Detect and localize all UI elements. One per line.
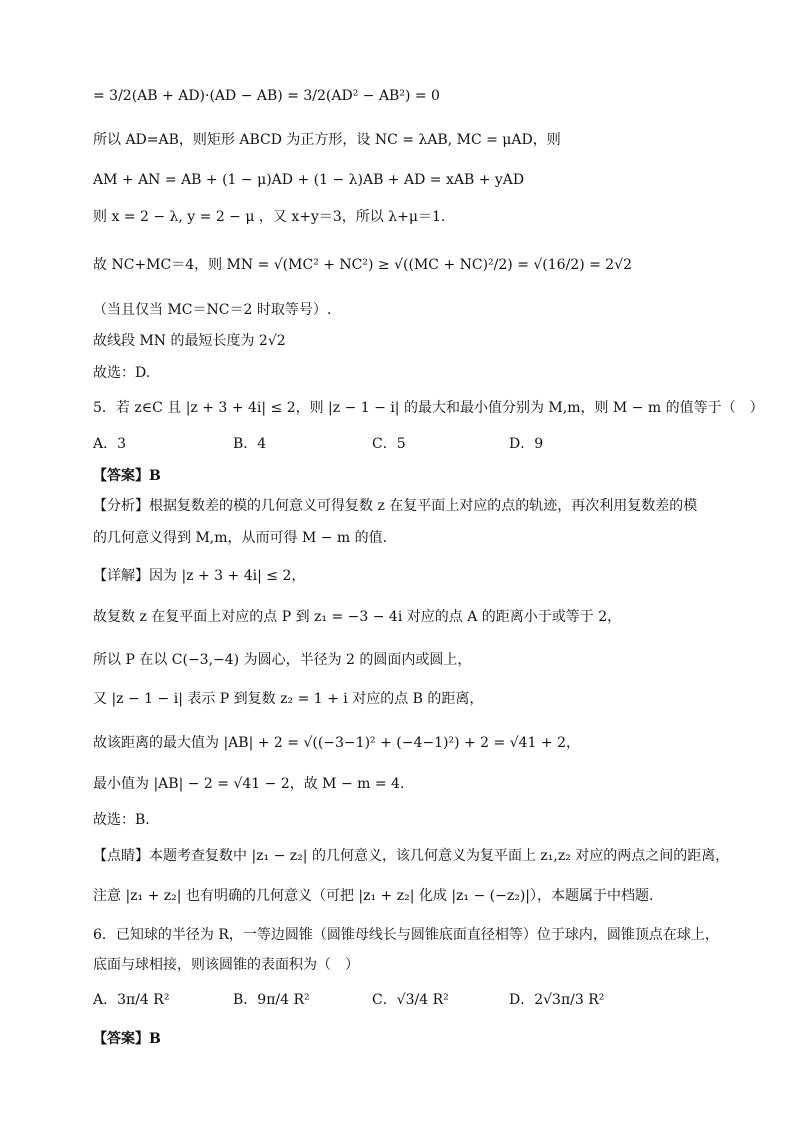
solution-line-7: 故线段 MN 的最短长度为 2√2 xyxy=(93,333,286,349)
q5-comment-1: 【点睛】本题考查复数中 |z₁ − z₂| 的几何意义，该几何意义为复平面上 z₁,z₂ 对应的两点之间的距离， xyxy=(93,848,730,864)
question-5-stem: 5．若 z∈C 且 |z + 3 + 4i| ≤ 2，则 |z − 1 − i| 的最大和最小值分别为 M,m，则 M − m 的值等于（ ） xyxy=(93,400,764,416)
solution-line-2: 所以 AD=AB，则矩形 ABCD 为正方形，设 NC = λAB, MC = μAD，则 xyxy=(93,132,561,148)
q6-option-b: B．9π/4 R² xyxy=(233,992,310,1008)
solution-line-5: 故 NC+MC＝4，则 MN = √(MC² + NC²) ≥ √((MC + NC)²/2) = √(16/2) = 2√2 xyxy=(93,257,633,273)
question-6-stem-2: 底面与球相接，则该圆锥的表面积为（ ） xyxy=(93,957,359,973)
q5-option-a: A．3 xyxy=(93,436,127,452)
solution-line-8: 故选：D. xyxy=(93,365,151,381)
q6-option-c: C．√3/4 R² xyxy=(372,992,449,1008)
q5-analysis-2: 的几何意义得到 M,m，从而可得 M − m 的值. xyxy=(93,530,388,546)
solution-line-1: = 3/2(AB + AD)·(AD − AB) = 3/2(AD² − AB²) = 0 xyxy=(93,88,440,104)
q5-option-b: B．4 xyxy=(233,436,267,452)
q5-detail-3: 所以 P 在以 C(−3,−4) 为圆心，半径为 2 的圆面内或圆上， xyxy=(93,652,472,668)
q6-option-d: D．2√3π/3 R² xyxy=(509,992,605,1008)
solution-line-6: （当且仅当 MC＝NC＝2 时取等号）. xyxy=(93,302,332,318)
q6-answer: 【答案】B xyxy=(93,1031,161,1047)
q5-detail-2: 故复数 z 在复平面上对应的点 P 到 z₁ = −3 − 4i 对应的点 A 的距离小于或等于 2， xyxy=(93,609,622,625)
q5-option-d: D．9 xyxy=(509,436,544,452)
q5-detail-7: 故选：B. xyxy=(93,812,150,828)
question-5-options xyxy=(93,434,733,458)
q5-detail-5: 故该距离的最大值为 |AB| + 2 = √((−3−1)² + (−4−1)²) + 2 = √41 + 2， xyxy=(93,735,580,751)
q5-option-c: C．5 xyxy=(372,436,406,452)
q5-detail-4: 又 |z − 1 − i| 表示 P 到复数 z₂ = 1 + i 对应的点 B 的距离， xyxy=(93,691,484,707)
q5-detail-1: 【详解】因为 |z + 3 + 4i| ≤ 2， xyxy=(93,568,306,584)
question-6-options xyxy=(93,990,733,1014)
q5-analysis-1: 【分析】根据复数差的模的几何意义可得复数 z 在复平面上对应的点的轨迹，再次利用复数差的模 xyxy=(93,498,698,514)
question-6-stem-1: 6．已知球的半径为 R，一等边圆锥（圆锥母线长与圆锥底面直径相等）位于球内，圆锥顶点在球上， xyxy=(93,927,719,943)
q5-answer: 【答案】B xyxy=(93,468,161,484)
solution-line-4: 则 x = 2 − λ, y = 2 − μ ，又 x+y＝3，所以 λ+μ＝1. xyxy=(93,209,446,225)
q5-comment-2: 注意 |z₁ + z₂| 也有明确的几何意义（可把 |z₁ + z₂| 化成 |z₁ − (−z₂)|），本题属于中档题. xyxy=(93,888,654,904)
q5-detail-6: 最小值为 |AB| − 2 = √41 − 2，故 M − m = 4. xyxy=(93,776,405,792)
solution-line-3: AM + AN = AB + (1 − μ)AD + (1 − λ)AB + AD = xAB + yAD xyxy=(93,172,525,188)
q6-option-a: A．3π/4 R² xyxy=(93,992,170,1008)
